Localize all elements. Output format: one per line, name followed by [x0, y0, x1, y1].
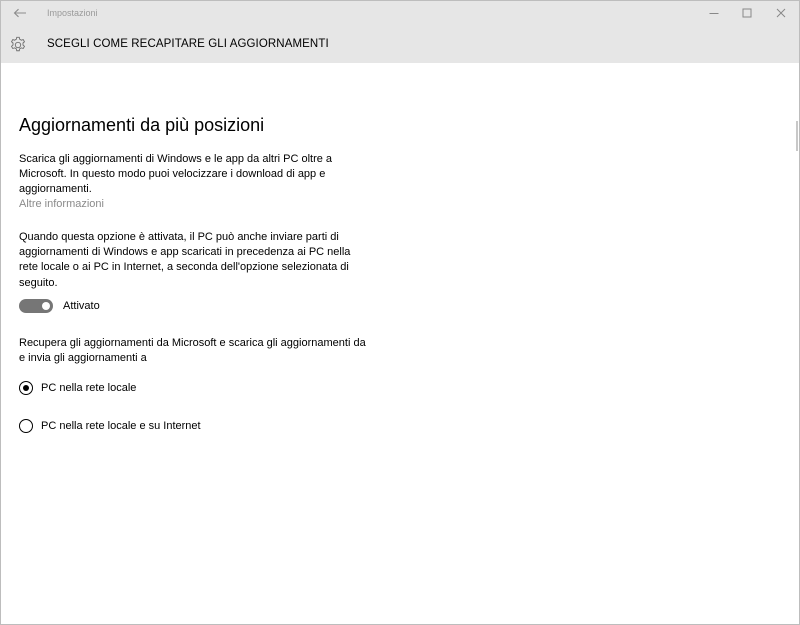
radio-option-internet[interactable] — [19, 418, 201, 434]
more-info-link[interactable]: Altre informazioni — [19, 198, 104, 210]
scrollbar[interactable] — [796, 121, 798, 151]
explanation-text: Quando questa opzione è attivata, il PC può anche inviare parti di aggiornamenti di Windows e app scaricati in precedenza ai PC nella rete locale o ai PC in Internet, a seconda dell'opzione selezionata di seguito. — [19, 231, 351, 289]
close-button[interactable] — [768, 3, 794, 23]
page-title: SCEGLI COME RECAPITARE GLI AGGIORNAMENTI — [47, 38, 329, 50]
gear-icon — [9, 36, 27, 54]
page-header — [1, 26, 799, 63]
toggle-row — [19, 298, 100, 314]
source-text: Recupera gli aggiornamenti da Microsoft e scarica gli aggiornamenti da e invia gli aggiornamenti a — [19, 337, 366, 365]
back-button[interactable] — [9, 4, 31, 22]
section-title: Aggiornamenti da più posizioni — [19, 115, 265, 135]
radio-button-local[interactable] — [19, 381, 33, 395]
toggle-label: Attivato — [63, 300, 100, 312]
back-arrow-icon — [13, 8, 27, 18]
minimize-icon — [709, 8, 719, 18]
minimize-button[interactable] — [701, 3, 727, 23]
close-icon — [776, 8, 786, 18]
radio-option-local[interactable] — [19, 380, 136, 396]
radio-label-local: PC nella rete locale — [41, 382, 137, 394]
title-bar[interactable] — [1, 1, 799, 26]
description-text: Scarica gli aggiornamenti di Windows e le app da altri PC oltre a Microsoft. In questo modo puoi velocizzare i download di app e aggiornamenti. — [19, 153, 333, 196]
radio-label-internet: PC nella rete locale e su Internet — [41, 420, 201, 432]
maximize-button[interactable] — [734, 3, 760, 23]
delivery-optimization-toggle[interactable] — [19, 299, 53, 313]
app-title: Impostazioni — [47, 8, 98, 18]
radio-button-internet[interactable] — [19, 419, 33, 433]
maximize-icon — [742, 8, 752, 18]
toggle-knob — [42, 302, 50, 310]
